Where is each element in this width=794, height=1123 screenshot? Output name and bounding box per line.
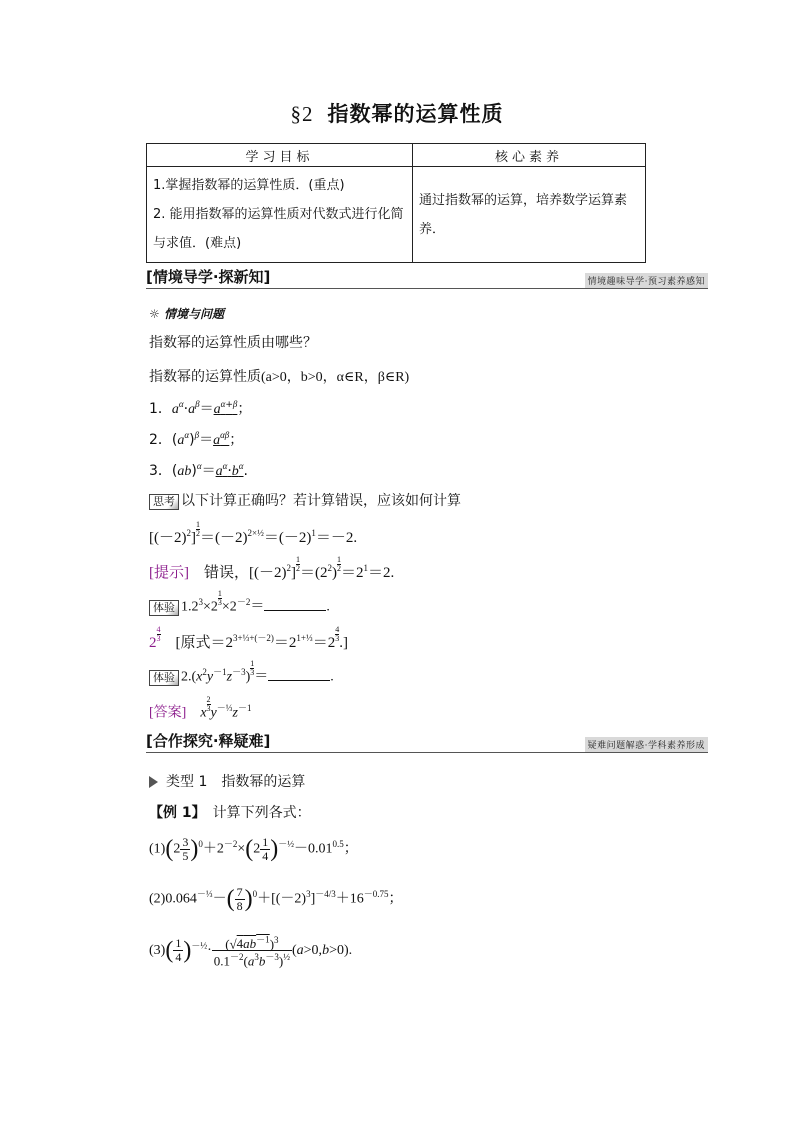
type-1-heading: 类型 1 指数幂的运算 bbox=[149, 771, 305, 791]
goals-left-cell bbox=[147, 167, 413, 263]
prop-3-answer: $a^\alpha\cdot b^\alpha$ bbox=[215, 461, 244, 479]
exercise-2-badge: 体验 bbox=[149, 670, 179, 686]
prop-2-answer: $a^{\alpha\beta}$ bbox=[213, 430, 230, 448]
goals-right-cell: 通过指数幂的运算，培养数学运算素养． bbox=[413, 167, 646, 263]
exercise-1-blank bbox=[264, 598, 326, 611]
exercise-2: 体验 $2.(x^2y^{-1}z^{-3})$ $\frac{1}{3}=$ . bbox=[149, 660, 334, 686]
props-title: 指数幂的运算性质(a>0，b>0，α∈R，β∈R) bbox=[149, 369, 410, 385]
equation-2: $(2)0.064^{-\frac{1}{3}}-$( $\frac{7}{8}$ )$^0+[(-2)^3]^{-4/3}+16^{-0.75}$； bbox=[149, 885, 403, 913]
goal-item-1: 1.掌握指数幂的运算性质．(重点) bbox=[153, 178, 345, 193]
exercise-2-blank bbox=[268, 668, 330, 681]
props-condition: (a>0，b>0，α∈R，β∈R) bbox=[261, 370, 410, 385]
goal-item-2: 2. 能用指数幂的运算性质对代数式进行化简与求值．(难点) bbox=[153, 207, 404, 251]
prop-2: 2．$(a^\alpha)^\beta=a^{\alpha\beta}$； bbox=[149, 430, 244, 448]
prop-3: 3．$(ab)^\alpha=a^\alpha\cdot b^\alpha$. bbox=[149, 461, 248, 479]
exercise-1-result: 2 $\frac{4}{3}$ bbox=[149, 625, 161, 651]
section-header-2: [合作探究·释疑难] 疑难问题解惑·学科素养形成 bbox=[146, 732, 708, 753]
think-badge: 思考 bbox=[149, 494, 179, 510]
exercise-2-answer: [答案] x $\frac{2}{3}y^{-\frac{1}{3}}z^{-1}$ bbox=[149, 695, 252, 721]
example-1: 【例 1】 计算下列各式： bbox=[149, 805, 311, 821]
think-prompt: 思考 以下计算正确吗？若计算错误，应该如何计算 bbox=[149, 490, 461, 510]
hint-label: [提示] bbox=[149, 565, 189, 581]
prop-1: 1．$a^\alpha\cdot a^\beta=a^{\alpha+\beta}$； bbox=[149, 399, 252, 417]
exercise-1: 体验 $1.2^3\times 2$ $\frac{1}{3}\times 2^{-2}=$ . bbox=[149, 590, 330, 616]
prop-1-answer: $a^{\alpha+\beta}$ bbox=[213, 399, 238, 417]
learning-goals-table bbox=[146, 143, 646, 263]
triangle-icon bbox=[149, 776, 158, 788]
page-title: §2 指数幂的运算性质 bbox=[290, 102, 504, 126]
think-equation: $[(-2)^2]$ $\frac{1}{2}=(-2)^{2\times\frac{1}{2}}=(-2)^1=-2$. bbox=[149, 520, 358, 546]
equation-3: (3)( $\frac{1}{4}$ )$^{-\frac{1}{2}}$· $\frac{(√4ab^{-1})^3}{0.1^{-2}(a^3b^{-3})^{\frac{1}{2}}}$ (a>0,b>0). bbox=[149, 935, 353, 969]
exercise-1-badge: 体验 bbox=[149, 600, 179, 616]
question: 指数幂的运算性质由哪些？ bbox=[149, 335, 317, 351]
goals-header-left: 学习目标 bbox=[147, 144, 413, 167]
exercise-2-label: [答案] bbox=[149, 705, 187, 721]
equation-1: (1)(2 $\frac{3}{5}$ )$^0+2^{-2}\times(2$ $\frac{1}{4}$ )$^{-\frac{1}{2}}-0.01^{0.5}$； bbox=[149, 835, 358, 863]
section-header-1: [情境导学·探新知] 情境趣味导学·预习素养感知 bbox=[146, 268, 708, 289]
goals-header-right: 核心素养 bbox=[413, 144, 646, 167]
hint: [提示] 错误，$[(-2)^2]$ $\frac{1}{2}=(2^2)$ $\frac{1}{2}=2^1=2$. bbox=[149, 555, 395, 581]
subhead: ☼ 情境与问题 bbox=[149, 307, 224, 321]
exercise-1-answer: 2 $\frac{4}{3}$ [原式$=2^{3+\frac{1}{3}+(-2)}=2^{1+\frac{1}{3}}=2$ $\frac{4}{3}$.] bbox=[149, 625, 349, 651]
lightbulb-icon: ☼ bbox=[149, 307, 160, 321]
